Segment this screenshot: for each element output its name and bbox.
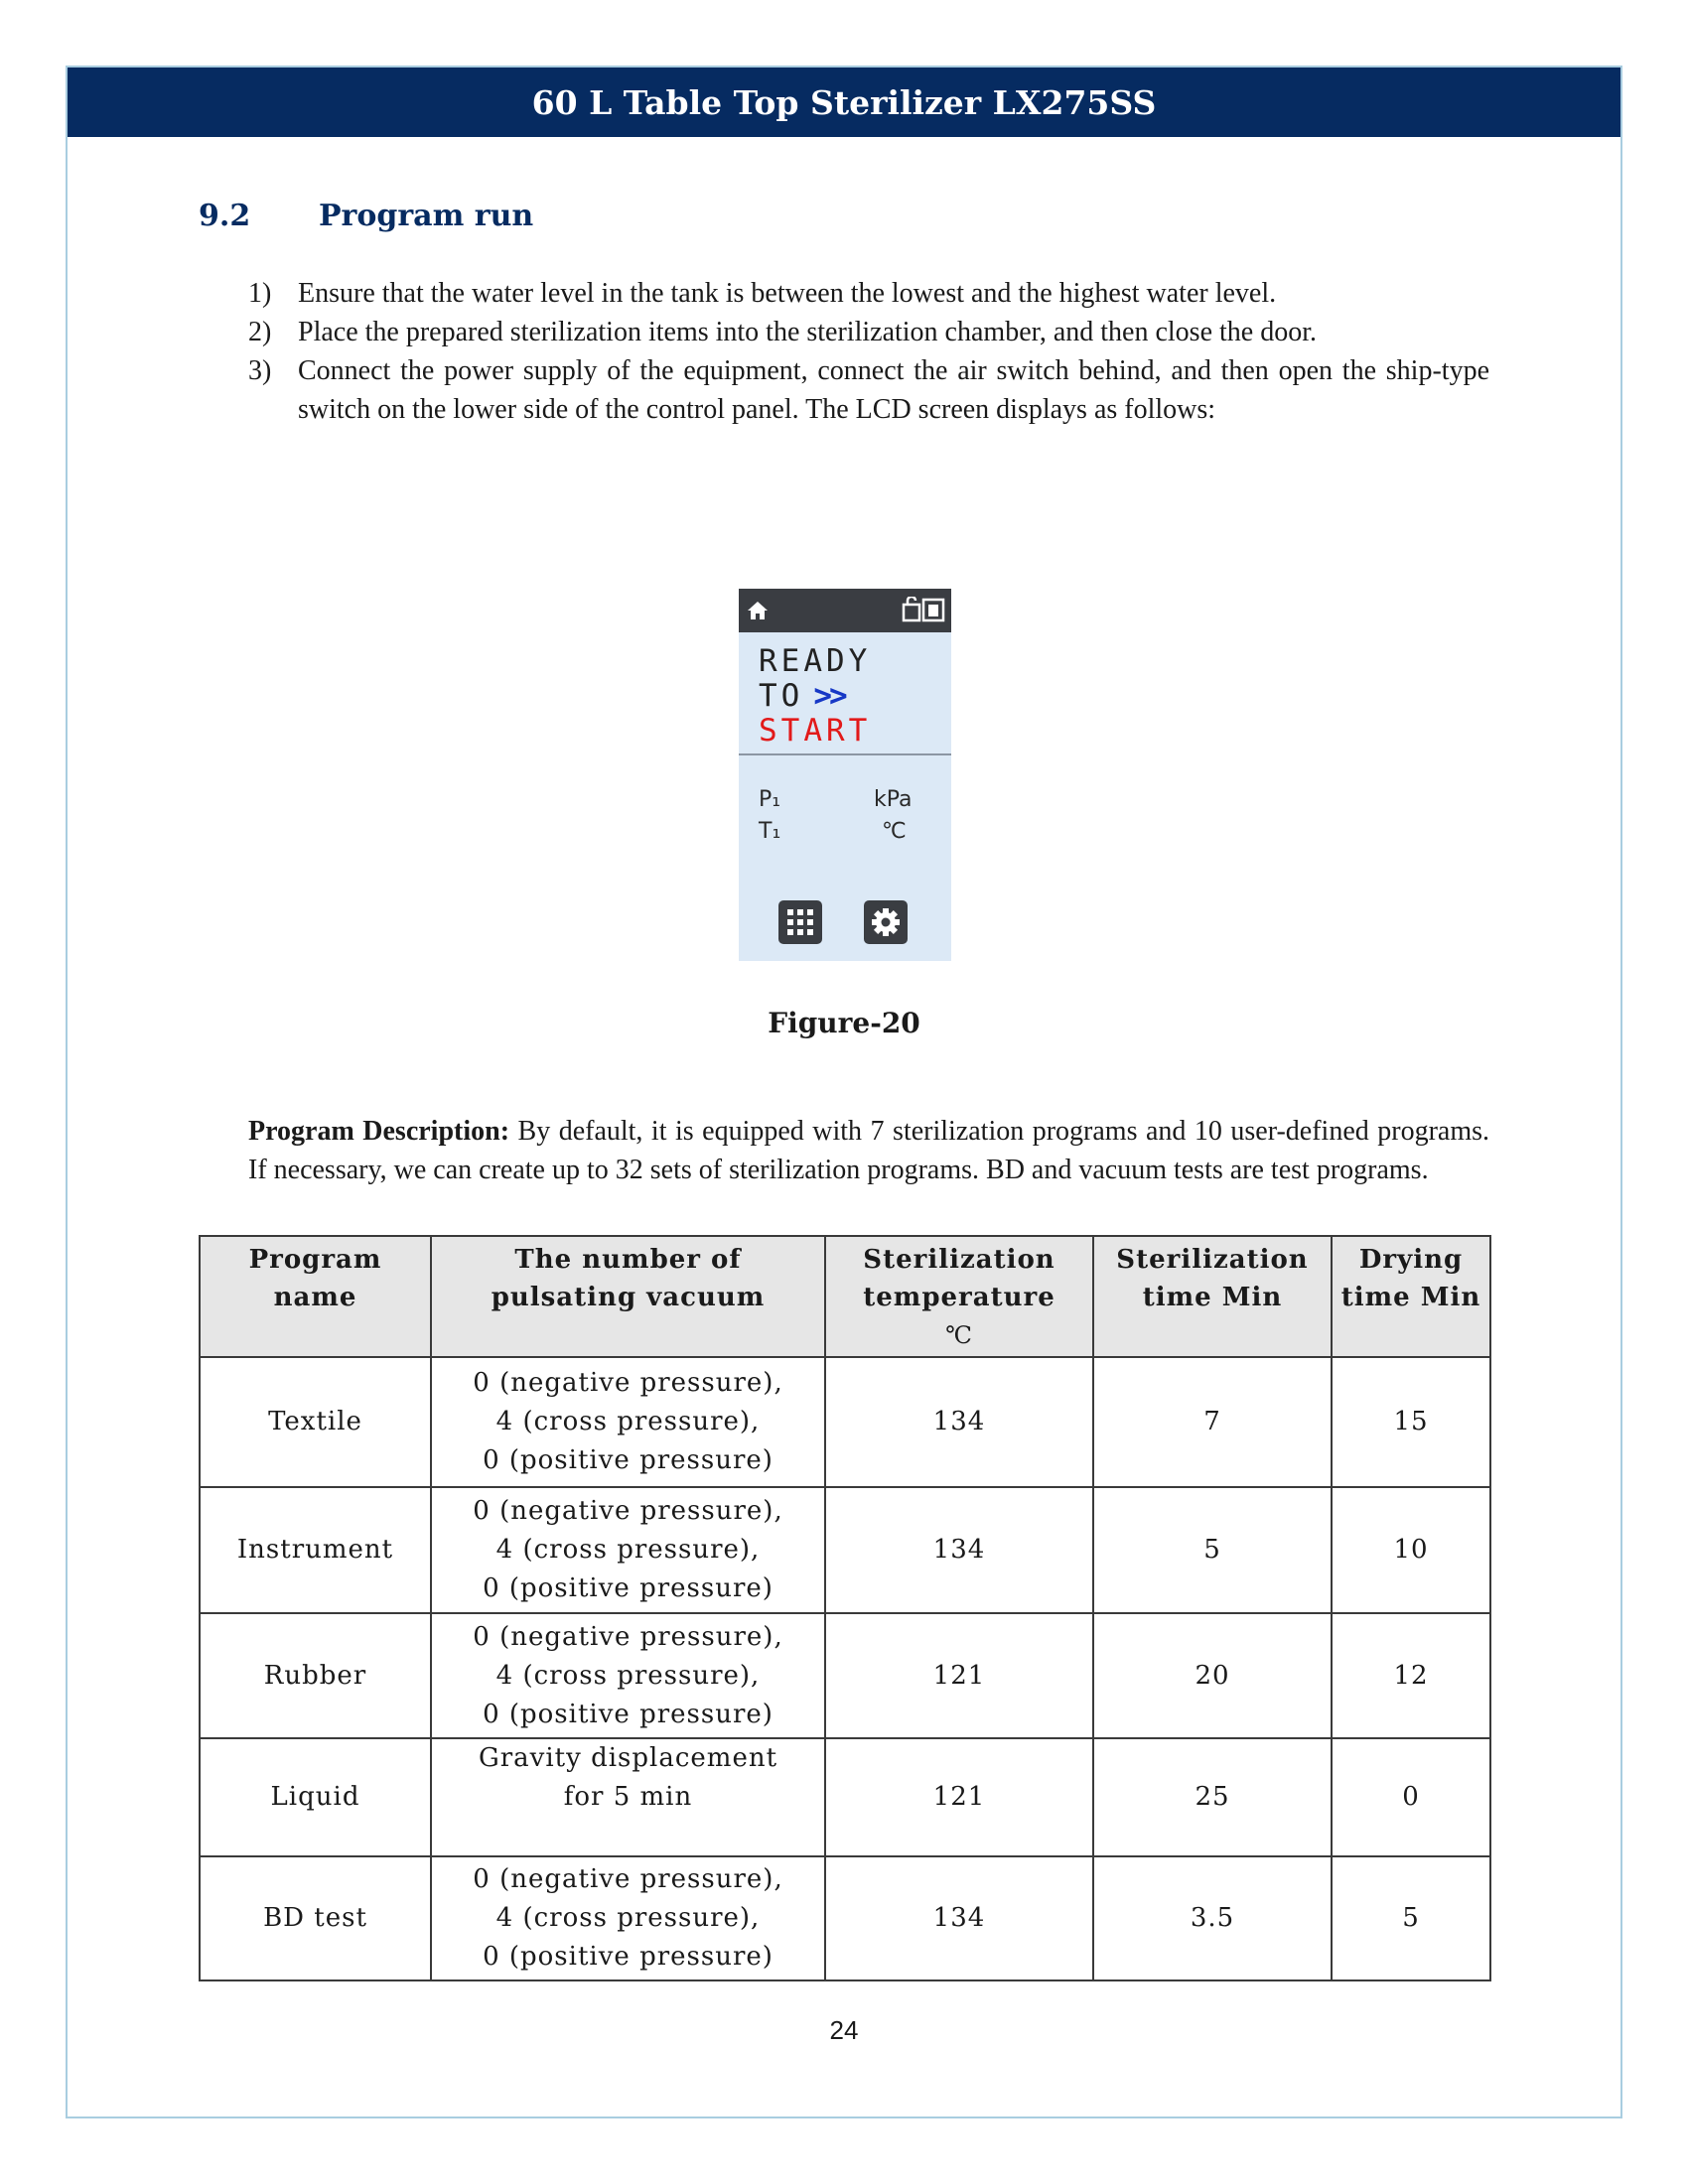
- program-name-cell: BD test: [200, 1856, 431, 1980]
- step-number: 3): [248, 355, 272, 386]
- column-header: Drying time Min: [1332, 1236, 1490, 1357]
- table-row: [200, 1613, 1490, 1738]
- temperature-cell: 121: [825, 1613, 1093, 1738]
- vacuum-cell: 0 (negative pressure), 4 (cross pressure), 0 (positive pressure): [431, 1613, 825, 1738]
- program-name-cell: Rubber: [200, 1613, 431, 1738]
- vacuum-cell: Gravity displacement for 5 min: [431, 1738, 825, 1856]
- table-header-row: [200, 1236, 1490, 1357]
- drying-cell: 0: [1332, 1738, 1490, 1856]
- lcd-line-ready: READY: [759, 643, 872, 679]
- time-cell: 20: [1093, 1613, 1332, 1738]
- document-title: 60 L Table Top Sterilizer LX275SS: [531, 82, 1157, 122]
- home-icon: [747, 601, 769, 624]
- lcd-status-bar: [739, 589, 951, 632]
- program-name-cell: Liquid: [200, 1738, 431, 1856]
- drying-cell: 15: [1332, 1357, 1490, 1487]
- temperature-cell: 121: [825, 1738, 1093, 1856]
- description-text: By default, it is equipped with 7 sterilization programs and 10 user-defined programs. If necessary, we can create up to 32 sets of sterilization programs. BD and vacuum tests are test programs.: [248, 1116, 1490, 1185]
- vacuum-cell: 0 (negative pressure), 4 (cross pressure), 0 (positive pressure): [431, 1487, 825, 1613]
- description-lead: Program Description:: [248, 1116, 510, 1147]
- table-row: [200, 1357, 1490, 1487]
- gear-icon: [864, 900, 908, 948]
- page-number: 24: [829, 2015, 859, 2045]
- door-lock-icon: [902, 597, 945, 626]
- lcd-status-message: [759, 644, 871, 749]
- table-row: [200, 1856, 1490, 1980]
- temperature-cell: 134: [825, 1357, 1093, 1487]
- double-chevron-icon: >>: [813, 678, 845, 714]
- column-header: Program name: [200, 1236, 431, 1357]
- lcd-temperature-label: T₁: [759, 819, 781, 844]
- program-description: [248, 1112, 1489, 1189]
- column-header: The number of pulsating vacuum: [431, 1236, 825, 1357]
- vacuum-cell: 0 (negative pressure), 4 (cross pressure), 0 (positive pressure): [431, 1357, 825, 1487]
- drying-cell: 5: [1332, 1856, 1490, 1980]
- lcd-pressure-unit: kPa: [874, 787, 913, 812]
- step-list: [248, 274, 1489, 429]
- time-cell: 5: [1093, 1487, 1332, 1613]
- step-item: [248, 313, 1489, 351]
- step-text: Connect the power supply of the equipment, connect the air switch behind, and then open the ship-type switch on the lower side of the control panel. The LCD screen displays as follows:: [298, 355, 1489, 425]
- program-name-cell: Instrument: [200, 1487, 431, 1613]
- document-header-banner: [68, 68, 1620, 137]
- figure-caption: Figure-20: [768, 1007, 920, 1039]
- table-row: [200, 1738, 1490, 1856]
- column-header: Sterilization temperature ℃: [825, 1236, 1093, 1357]
- temperature-cell: 134: [825, 1487, 1093, 1613]
- section-title: Program run: [319, 199, 534, 233]
- time-cell: 7: [1093, 1357, 1332, 1487]
- drying-cell: 10: [1332, 1487, 1490, 1613]
- step-number: 2): [248, 317, 272, 347]
- column-header: Sterilization time Min: [1093, 1236, 1332, 1357]
- program-table: [199, 1235, 1491, 1981]
- step-item: [248, 274, 1489, 313]
- lcd-divider: [739, 753, 951, 755]
- table-row: [200, 1487, 1490, 1613]
- time-cell: 3.5: [1093, 1856, 1332, 1980]
- time-cell: 25: [1093, 1738, 1332, 1856]
- step-text: Place the prepared sterilization items into the sterilization chamber, and then close the door.: [298, 317, 1317, 347]
- program-name-cell: Textile: [200, 1357, 431, 1487]
- section-number: 9.2: [199, 199, 251, 233]
- drying-cell: 12: [1332, 1613, 1490, 1738]
- step-number: 1): [248, 278, 272, 309]
- lcd-pressure-label: P₁: [759, 787, 781, 812]
- vacuum-cell: 0 (negative pressure), 4 (cross pressure), 0 (positive pressure): [431, 1856, 825, 1980]
- lcd-line-to: [759, 679, 871, 714]
- column-unit: ℃: [945, 1321, 973, 1349]
- step-text: Ensure that the water level in the tank is between the lowest and the highest water level.: [298, 278, 1277, 309]
- lcd-screen-figure: [739, 589, 951, 961]
- lcd-temperature-unit: ℃: [882, 819, 907, 844]
- step-item: [248, 351, 1489, 429]
- temperature-cell: 134: [825, 1856, 1093, 1980]
- lcd-to-text: TO: [759, 678, 804, 714]
- lcd-line-start: START: [759, 713, 872, 749]
- keypad-icon: [778, 900, 822, 948]
